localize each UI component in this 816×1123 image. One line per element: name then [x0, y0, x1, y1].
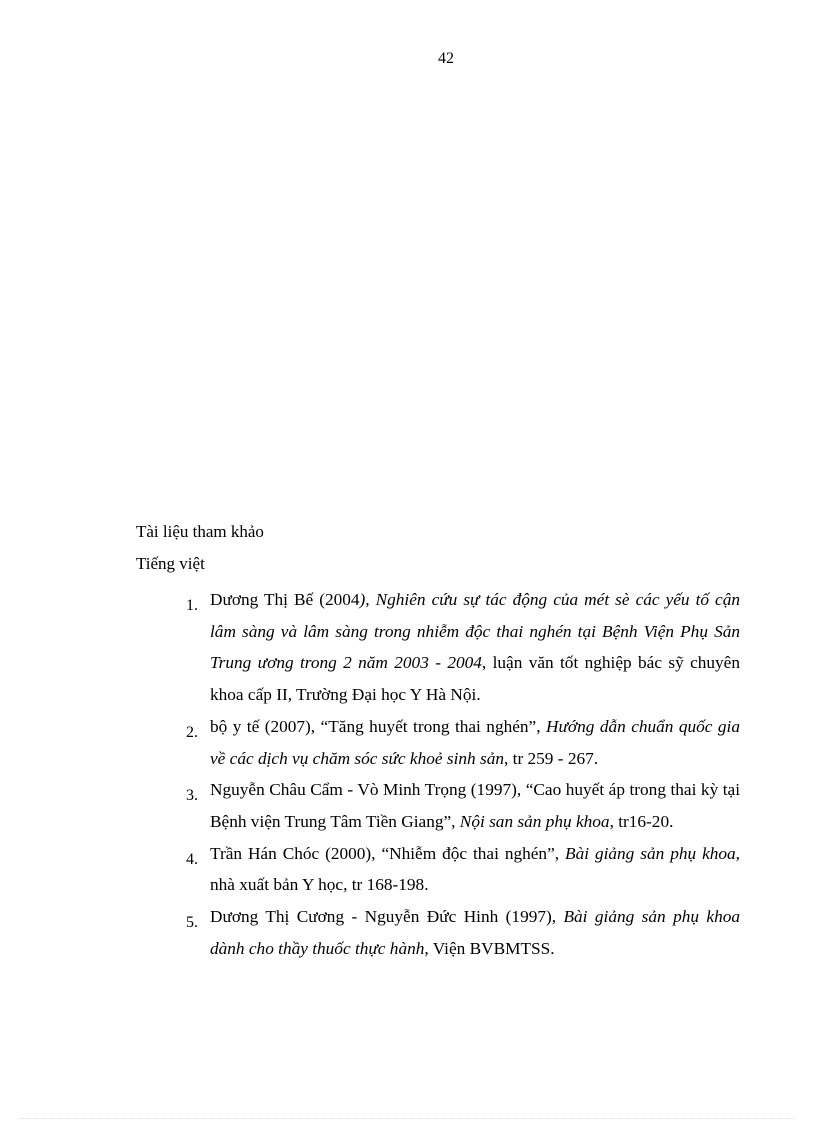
reference-source: , Viện BVBMTSS.	[424, 938, 555, 958]
reference-source: , nhà xuất bản Y học, tr 168-198.	[210, 843, 740, 895]
reference-item	[186, 838, 740, 901]
reference-source: , tr16-20.	[609, 811, 674, 831]
subsection-title: Tiếng việt	[136, 554, 205, 573]
reference-item	[186, 584, 740, 711]
reference-text	[210, 584, 740, 711]
page-number: 42	[438, 50, 454, 67]
reference-list	[186, 584, 740, 964]
reference-text	[210, 774, 740, 837]
reference-number: 4.	[186, 850, 198, 868]
reference-text	[210, 901, 740, 964]
reference-title: ), Nghiên cứu sự tác động của mét sè các yếu tố cận lâm sàng và lâm sàng trong nhiễm độc thai nghén tại Bệnh Viện Phụ Sản Trung ương trong 2 năm 2003 - 2004	[210, 590, 740, 673]
reference-title: Bài giảng sản phụ khoa	[565, 843, 736, 863]
reference-source: , luận văn tốt nghiệp bác sỹ chuyên khoa cấp II, Trường Đại học Y Hà Nội.	[210, 653, 740, 705]
reference-title: Nội san sản phụ khoa	[459, 811, 610, 831]
reference-author: Dương Thị Cương - Nguyễn Đức Hinh (1997),	[210, 907, 564, 927]
page-bottom-divider	[20, 1118, 796, 1119]
reference-source: , tr 259 - 267.	[504, 748, 599, 768]
reference-title: Hướng dẫn chuẩn quốc gia về các dịch vụ chăm sóc sức khoẻ sinh sản	[210, 716, 740, 768]
reference-author: bộ y tế (2007), “Tăng huyết trong thai nghén”,	[210, 716, 546, 736]
reference-number: 3.	[186, 787, 198, 805]
section-title: Tài liệu tham khảo	[136, 522, 264, 541]
reference-number: 1.	[186, 597, 198, 614]
reference-author: Dương Thị Bế (2004	[210, 590, 360, 609]
reference-item	[186, 901, 740, 964]
reference-author: Trần Hán Chóc (2000), “Nhiễm độc thai nghén”,	[210, 843, 566, 863]
reference-author: Nguyễn Châu Cẩm - Vò Minh Trọng (1997), “Cao huyết áp trong thai kỳ tại Bệnh viện Trung Tâm Tiền Giang”,	[210, 780, 740, 831]
reference-item	[186, 711, 740, 774]
reference-number: 5.	[186, 914, 198, 932]
reference-number: 2.	[186, 723, 198, 741]
reference-text	[210, 711, 740, 774]
reference-title: Bài giảng sản phụ khoa dành cho thầy thuốc thực hành	[210, 907, 741, 958]
reference-text	[210, 838, 740, 901]
reference-item	[186, 774, 740, 837]
